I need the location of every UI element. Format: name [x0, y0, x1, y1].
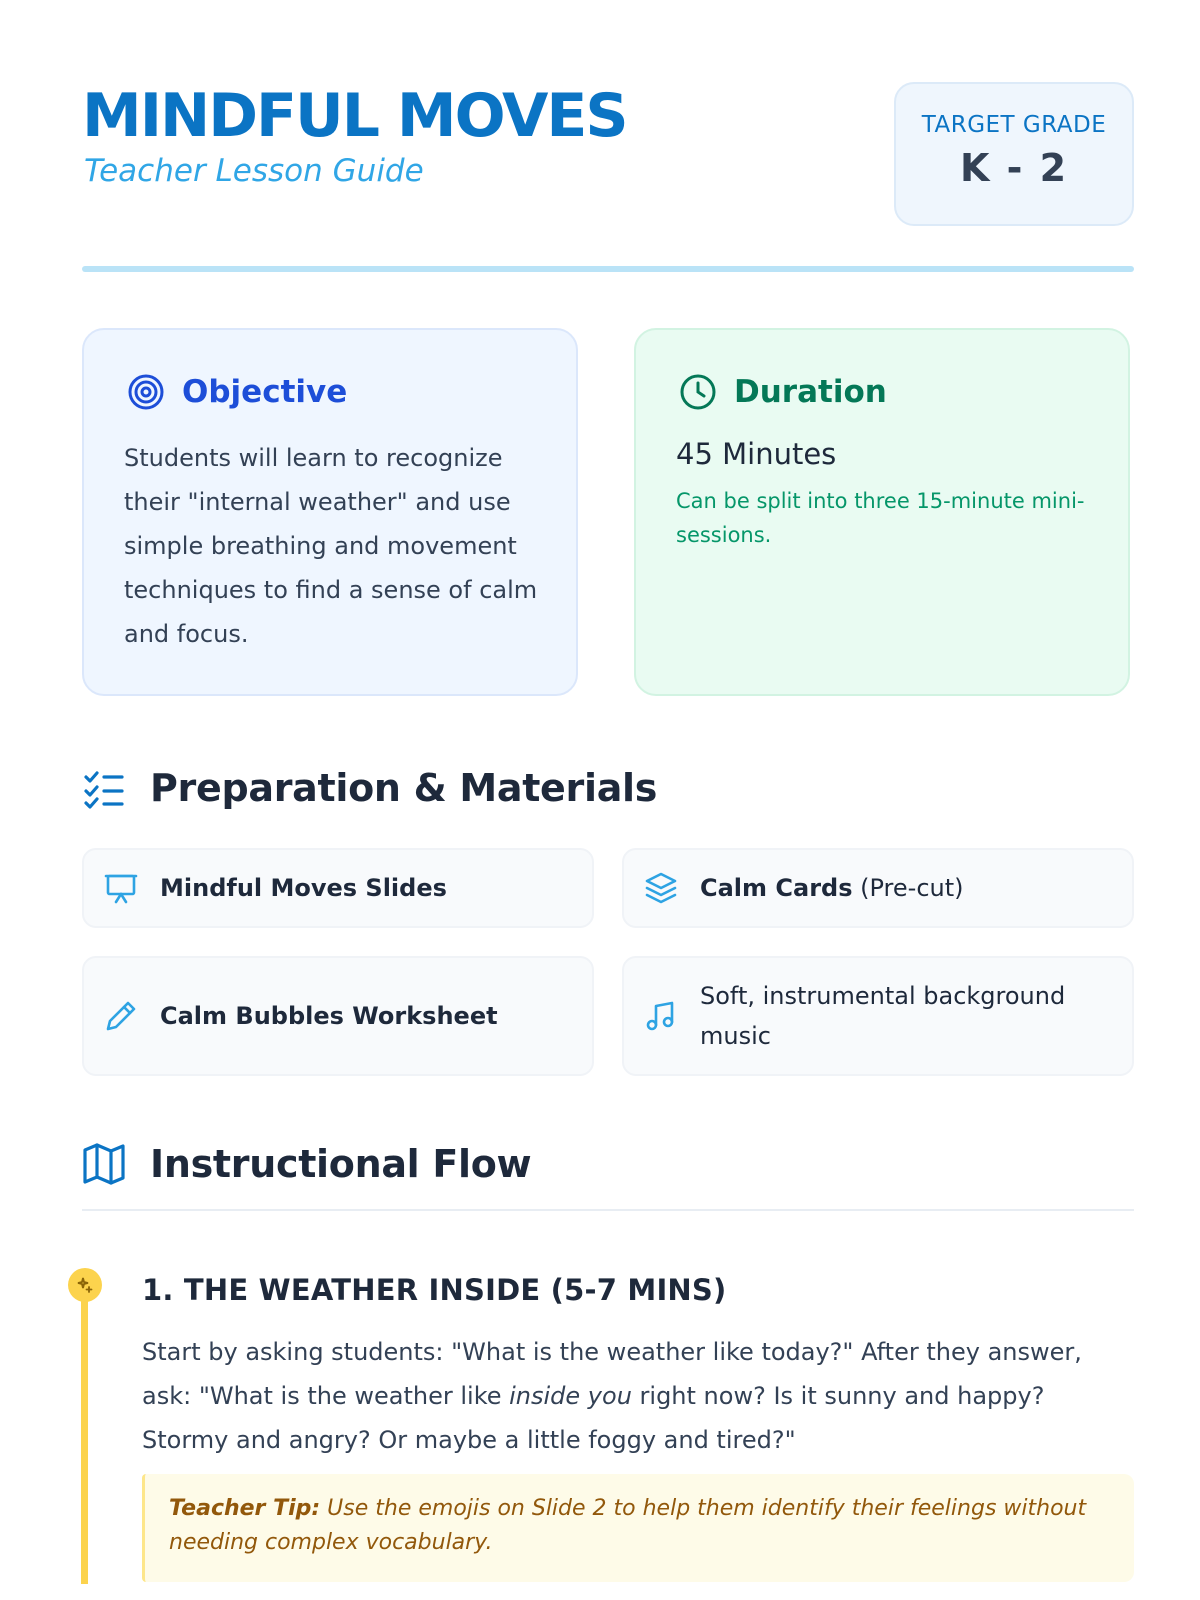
objective-card	[82, 328, 578, 696]
clock-icon	[678, 372, 718, 412]
header-divider	[82, 266, 1134, 272]
target-grade-value: K - 2	[959, 146, 1069, 190]
checklist-icon	[82, 766, 126, 810]
pencil-icon	[104, 999, 138, 1033]
map-icon	[82, 1142, 126, 1186]
target-grade-label: TARGET GRADE	[921, 112, 1107, 138]
step-emphasis: inside you	[509, 1382, 632, 1410]
teacher-tip-text: Use the emojis on Slide 2 to help them identify their feelings without needing complex vocabulary.	[169, 1496, 1087, 1555]
sparkle-icon	[76, 1276, 94, 1294]
presentation-icon	[104, 871, 138, 905]
material-label: Mindful Moves Slides	[160, 874, 447, 902]
flow-divider	[82, 1209, 1134, 1211]
objective-text: Students will learn to recognize their "internal weather" and use simple breathing and movement techniques to find a sense of calm and focus.	[124, 444, 538, 648]
duration-card	[634, 328, 1130, 696]
step-title: 1. THE WEATHER INSIDE (5-7 MINS)	[142, 1273, 727, 1307]
objective-heading	[126, 370, 536, 414]
duration-note: Can be split into three 15-minute mini-sessions.	[676, 489, 1085, 547]
target-grade-badge	[894, 82, 1134, 226]
duration-title: Duration	[734, 374, 887, 410]
target-icon	[126, 372, 166, 412]
step-description	[142, 1330, 1132, 1462]
step-text: Start by asking students: "What is the weather like today?" After they answer, ask: "What is the weather like	[142, 1338, 1082, 1410]
layers-icon	[644, 871, 678, 905]
materials-section-heading	[82, 764, 657, 812]
duration-heading	[678, 370, 1088, 414]
timeline-line	[81, 1284, 88, 1584]
material-label: Calm Cards	[700, 874, 853, 902]
material-item	[82, 848, 594, 928]
material-label: Soft, instrumental background music	[700, 982, 1066, 1050]
teacher-tip-label: Teacher Tip:	[169, 1496, 321, 1521]
material-item	[622, 956, 1134, 1076]
material-item	[622, 848, 1134, 928]
flow-section-heading	[82, 1140, 531, 1188]
teacher-tip	[142, 1474, 1134, 1582]
timeline-marker	[68, 1268, 102, 1302]
header	[82, 80, 1134, 230]
step-text: right now? Is it sunny and happy? Stormy and angry? Or maybe a little foggy and tired?"	[142, 1382, 1045, 1454]
music-icon	[644, 999, 678, 1033]
duration-value: 45 Minutes	[676, 437, 837, 471]
material-note: (Pre-cut)	[852, 874, 964, 902]
page-subtitle: Teacher Lesson Guide	[84, 153, 424, 189]
page-title: MINDFUL MOVES	[82, 81, 627, 151]
flow-title: Instructional Flow	[150, 1142, 532, 1186]
materials-title: Preparation & Materials	[150, 766, 658, 810]
objective-title: Objective	[182, 374, 348, 410]
material-label: Calm Bubbles Worksheet	[160, 1002, 498, 1030]
material-item	[82, 956, 594, 1076]
